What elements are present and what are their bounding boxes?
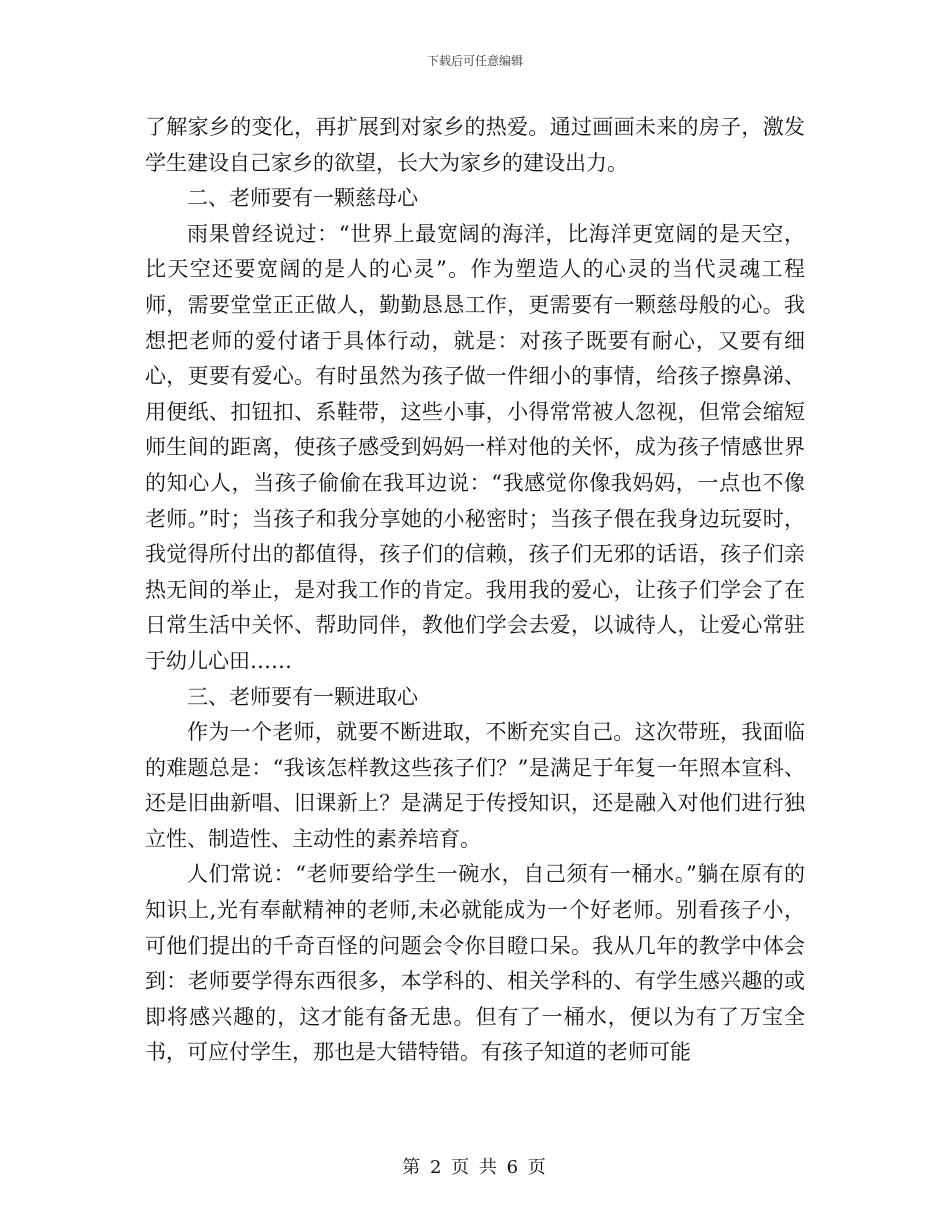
page-number: 第 2 页 共 6 页: [402, 1157, 548, 1178]
paragraph-section-3a: 作为一个老师，就要不断进取，不断充实自己。这次带班，我面临的难题总是：“我该怎样教这些孩子们？”是满足于年复一年照本宣科、还是旧曲新唱、旧课新上？是满足于传授知识，还是融入对他们进行独立性、制造性、主动性的素养培育。: [145, 720, 805, 851]
header-note: 下载后可任意编辑: [426, 54, 523, 68]
section-heading-2: 二、老师要有一颗慈母心: [187, 186, 418, 211]
document-body: [145, 110, 805, 1071]
section-heading-3: 三、老师要有一颗进取心: [187, 684, 418, 709]
paragraph-continuation: 了解家乡的变化，再扩展到对家乡的热爱。通过画画未来的房子，激发学生建设自己家乡的欲望，长大为家乡的建设出力。: [145, 115, 805, 175]
paragraph-section-3b: 人们常说：“老师要给学生一碗水，自己须有一桶水。”躺在原有的知识上,光有奉献精神的老师,未必就能成为一个好老师。别看孩子小，可他们提出的千奇百怪的问题会令你目瞪口呆。我从几年的教学中体会到：老师要学得东西很多，本学科的、相关学科的、有学生感兴趣的或即将感兴趣的，这才能有备无患。但有了一桶水，便以为有了万宝全书，可应付学生，那也是大错特错。有孩子知道的老师可能: [145, 862, 805, 1065]
paragraph-section-2: 雨果曾经说过：“世界上最宽阔的海洋，比海洋更宽阔的是天空，比天空还要宽阔的是人的心灵”。作为塑造人的心灵的当代灵魂工程师，需要堂堂正正做人，勤勤恳恳工作，更需要有一颗慈母般的心。我想把老师的爱付诸于具体行动，就是：对孩子既要有耐心，又要有细心，更要有爱心。有时虽然为孩子做一件细小的事情，给孩子擦鼻涕、用便纸、扣钮扣、系鞋带，这些小事，小得常常被人忽视，但常会缩短师生间的距离，使孩子感受到妈妈一样对他的关怀，成为孩子情感世界的知心人，当孩子偷偷在我耳边说：“我感觉你像我妈妈，一点也不像老师。”时；当孩子和我分享她的小秘密时；当孩子偎在我身边玩耍时，我觉得所付出的都值得，孩子们的信赖，孩子们无邪的话语，孩子们亲热无间的举止，是对我工作的肯定。我用我的爱心，让孩子们学会了在日常生活中关怀、帮助同伴，教他们学会去爱，以诚待人，让爱心常驻于幼儿心田……: [145, 221, 805, 673]
